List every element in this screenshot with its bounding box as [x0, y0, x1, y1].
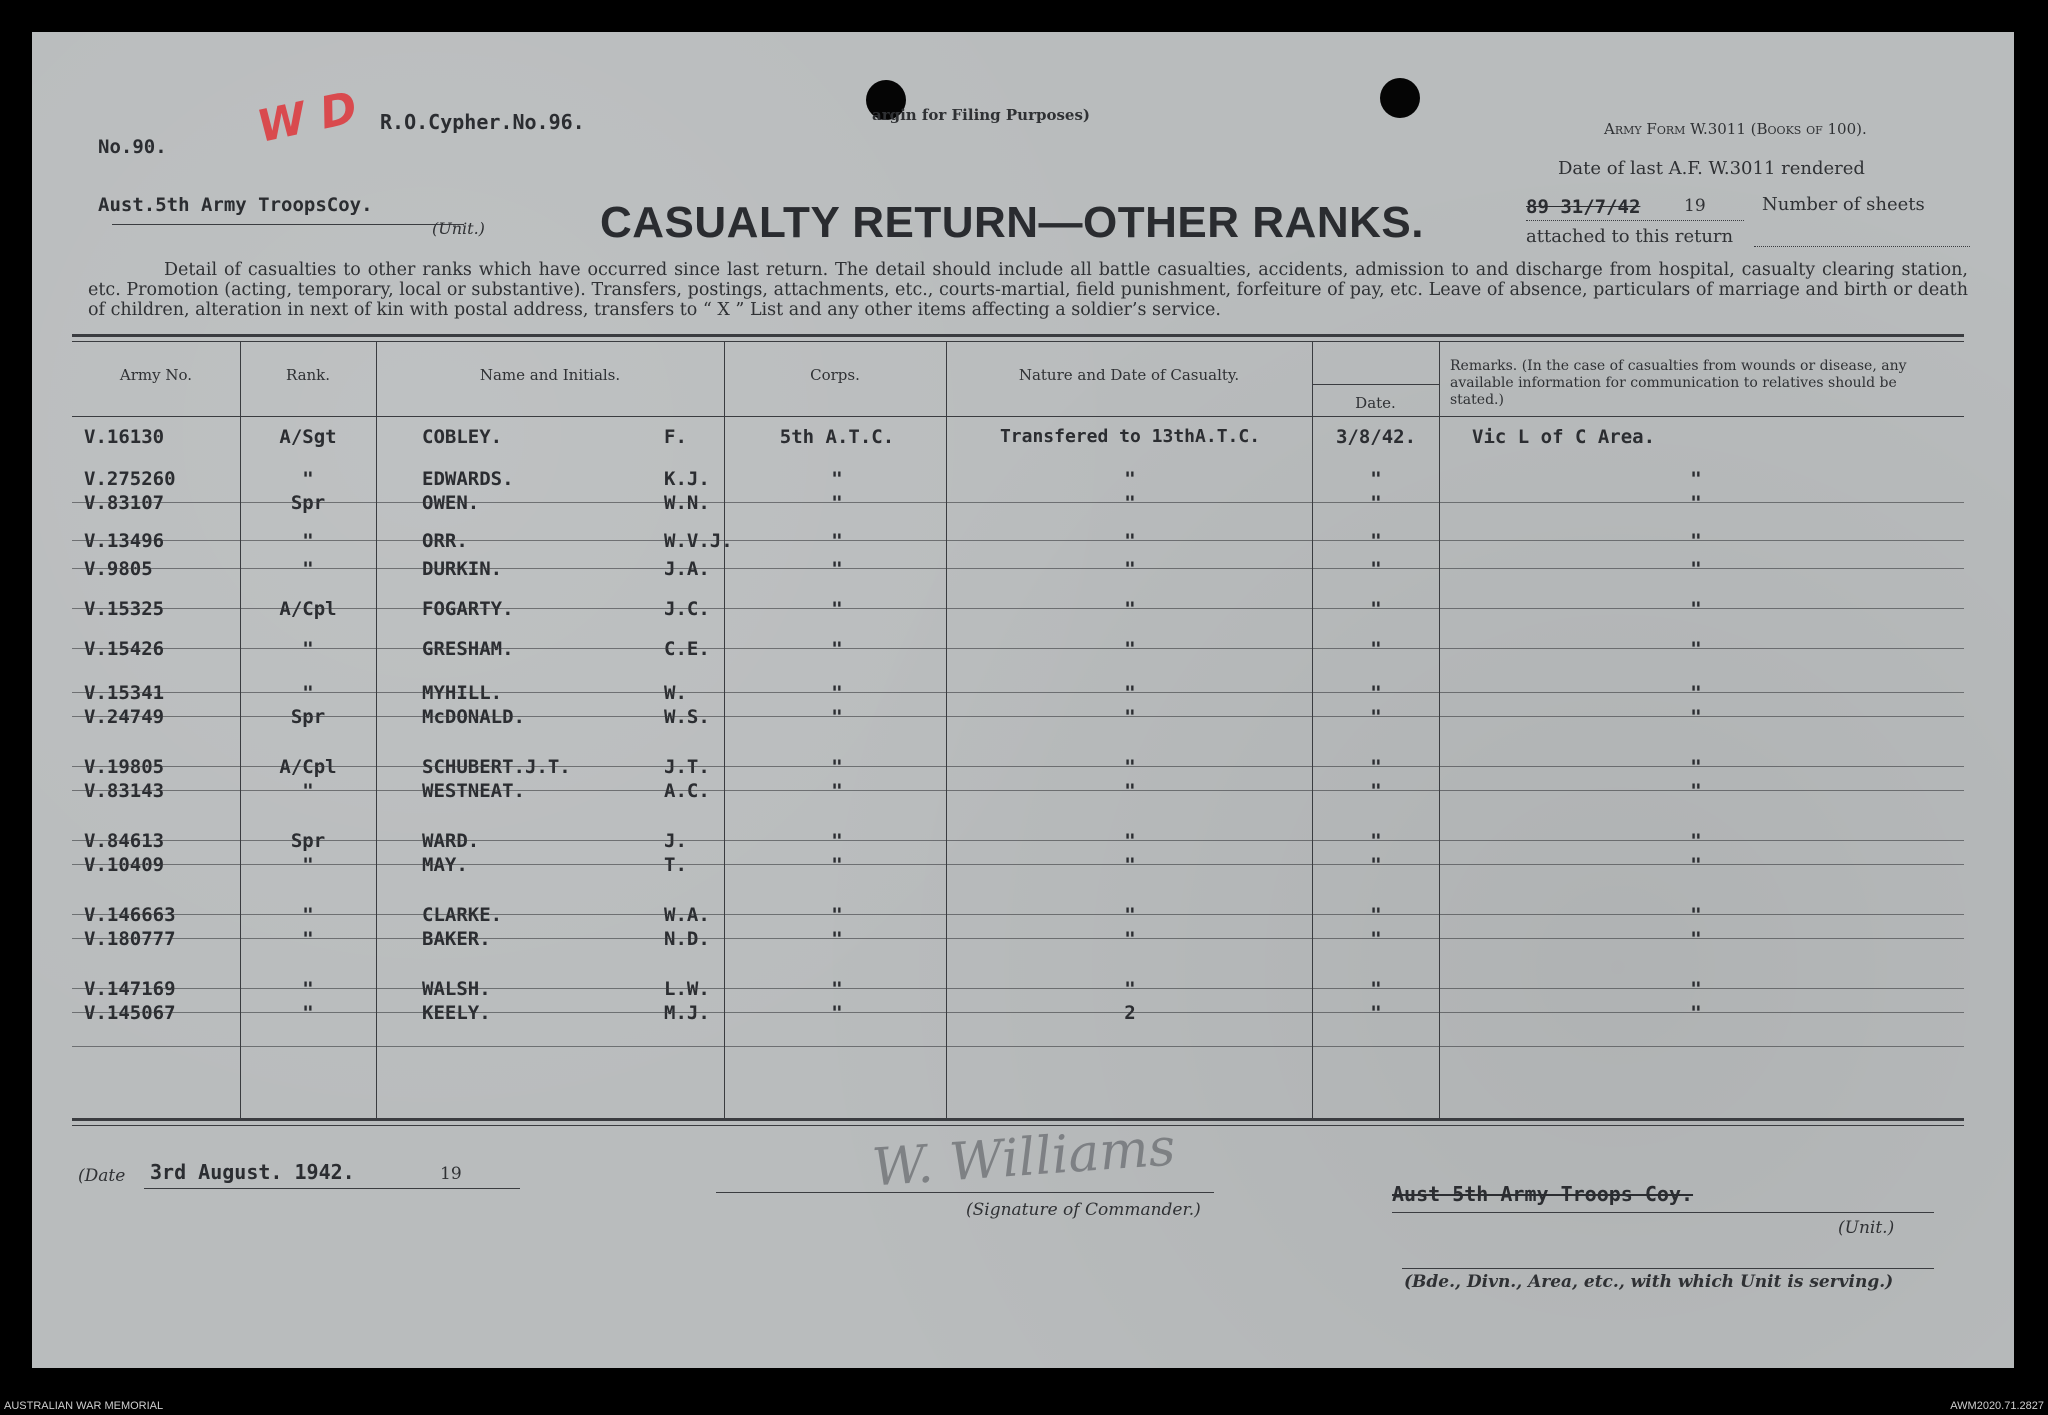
cell-date: " — [1370, 904, 1382, 926]
cell-date: " — [1370, 928, 1382, 950]
cell-corps: " — [831, 558, 843, 580]
cell-nature: " — [1124, 598, 1136, 620]
last-af-value: 89 31/7/42 — [1526, 196, 1641, 218]
cell-nature: " — [1124, 978, 1136, 1000]
cell-army-no: V.9805 — [84, 558, 153, 580]
cell-army-no: V.16130 — [84, 426, 165, 448]
cell-remarks: " — [1690, 598, 1702, 620]
cell-remarks: " — [1690, 904, 1702, 926]
cell-rank: " — [302, 854, 314, 876]
cell-corps: " — [831, 598, 843, 620]
cell-army-no: V.180777 — [84, 928, 176, 950]
cell-rank: " — [302, 682, 314, 704]
header-army-no: Army No. — [119, 366, 193, 384]
cell-name: BAKER. — [422, 928, 491, 950]
cell-army-no: V.15341 — [84, 682, 165, 704]
cell-date: " — [1370, 854, 1382, 876]
cell-name: SCHUBERT.J.T. — [422, 756, 571, 778]
cell-corps: " — [831, 706, 843, 728]
signature-label: (Signature of Commander.) — [966, 1200, 1201, 1220]
casualty-return-form — [32, 32, 2014, 1368]
cell-remarks: " — [1690, 638, 1702, 660]
cell-rank: " — [302, 638, 314, 660]
unit-label-bottom: (Unit.) — [1838, 1218, 1895, 1238]
cell-remarks: " — [1690, 1002, 1702, 1024]
cell-army-no: V.83143 — [84, 780, 165, 802]
detail-instructions: Detail of casualties to other ranks which have occurred since last return. The detail should include all battle casualties, accidents, admission to and discharge from hospital, casualty clearing station, etc. Promotion (acting, temporary, local or substantive). Transfers, postings, attachments, etc., courts-martial, field punishment, forfeiture of pay, etc. Leave of absence, particulars of marriage and birth or death of children, alteration in next of kin with postal address, transfers to “ X ” List and any other items affecting a soldier’s service. — [88, 260, 1968, 320]
cell-initials: W.V.J. — [664, 530, 733, 552]
cell-initials: K.J. — [664, 468, 710, 490]
cell-initials: W.S. — [664, 706, 710, 728]
form-number: No.90. — [98, 136, 167, 158]
date-year: 19 — [440, 1164, 462, 1184]
cell-corps: " — [831, 468, 843, 490]
cell-army-no: V.275260 — [84, 468, 176, 490]
cell-corps: " — [831, 854, 843, 876]
cell-name: KEELY. — [422, 1002, 491, 1024]
attached-label: attached to this return — [1526, 226, 1734, 247]
cell-rank: Spr — [290, 492, 326, 514]
cell-initials: F. — [664, 426, 687, 448]
army-form-label: Army Form W.3011 (Books of 100). — [1604, 120, 1867, 138]
cell-rank: " — [302, 468, 314, 490]
cell-initials: A.C. — [664, 780, 710, 802]
cell-army-no: V.24749 — [84, 706, 165, 728]
cell-nature: " — [1124, 780, 1136, 802]
header-name: Name and Initials. — [479, 366, 621, 384]
cell-initials: J.T. — [664, 756, 710, 778]
header-date: Date. — [1355, 394, 1396, 412]
last-af-label: Date of last A.F. W.3011 rendered — [1558, 158, 1865, 179]
cell-corps: " — [831, 638, 843, 660]
cell-date: " — [1370, 492, 1382, 514]
number-of-sheets-label: Number of sheets — [1762, 194, 1925, 215]
cell-name: WARD. — [422, 830, 480, 852]
date-label: (Date — [78, 1166, 126, 1186]
unit-label: (Unit.) — [432, 219, 485, 238]
cell-name: OWEN. — [422, 492, 480, 514]
cell-date: " — [1370, 682, 1382, 704]
cell-initials: W.A. — [664, 904, 710, 926]
cell-name: EDWARDS. — [422, 468, 514, 490]
cell-nature: " — [1124, 756, 1136, 778]
cell-initials: W. — [664, 682, 687, 704]
cell-name: FOGARTY. — [422, 598, 514, 620]
unit-name: Aust.5th Army TroopsCoy. — [98, 194, 373, 216]
cell-nature: " — [1124, 928, 1136, 950]
cell-corps: " — [831, 780, 843, 802]
cell-initials: T. — [664, 854, 687, 876]
cell-remarks: " — [1690, 558, 1702, 580]
cell-corps: " — [831, 978, 843, 1000]
red-annotation: W D — [252, 82, 362, 153]
cell-name: DURKIN. — [422, 558, 503, 580]
cell-army-no: V.13496 — [84, 530, 165, 552]
cell-nature: " — [1124, 468, 1136, 490]
cell-nature: " — [1124, 854, 1136, 876]
cell-remarks: " — [1690, 492, 1702, 514]
footer-left: AUSTRALIAN WAR MEMORIAL — [4, 1400, 164, 1412]
cell-remarks: " — [1690, 928, 1702, 950]
cell-initials: J.C. — [664, 598, 710, 620]
cell-rank: A/Sgt — [279, 426, 337, 448]
cell-corps: " — [831, 928, 843, 950]
cell-name: ORR. — [422, 530, 468, 552]
cell-army-no: V.83107 — [84, 492, 165, 514]
cell-army-no: V.147169 — [84, 978, 176, 1000]
cell-initials: N.D. — [664, 928, 710, 950]
cell-remarks: " — [1690, 780, 1702, 802]
cell-rank: Spr — [290, 830, 326, 852]
cell-initials: J. — [664, 830, 687, 852]
cell-rank: " — [302, 780, 314, 802]
cell-corps: " — [831, 682, 843, 704]
cell-name: GRESHAM. — [422, 638, 514, 660]
header-rank: Rank. — [285, 366, 331, 384]
cell-rank: " — [302, 978, 314, 1000]
header-nature: Nature and Date of Casualty. — [1018, 366, 1240, 384]
cell-rank: " — [302, 904, 314, 926]
cell-date: " — [1370, 756, 1382, 778]
cell-rank: " — [302, 1002, 314, 1024]
footer-right: AWM2020.71.2827 — [1950, 1400, 2044, 1412]
bde-label: (Bde., Divn., Area, etc., with which Unit is serving.) — [1404, 1272, 1894, 1292]
cell-nature: " — [1124, 682, 1136, 704]
cell-army-no: V.84613 — [84, 830, 165, 852]
cell-army-no: V.146663 — [84, 904, 176, 926]
cell-remarks: " — [1690, 854, 1702, 876]
cell-name: WESTNEAT. — [422, 780, 525, 802]
cell-nature: " — [1124, 558, 1136, 580]
cell-name: COBLEY. — [422, 426, 503, 448]
cell-initials: L.W. — [664, 978, 710, 1000]
cell-army-no: V.15426 — [84, 638, 165, 660]
cell-army-no: V.19805 — [84, 756, 165, 778]
cell-date: " — [1370, 468, 1382, 490]
cell-remarks: " — [1690, 468, 1702, 490]
cell-remarks: " — [1690, 756, 1702, 778]
cell-nature: " — [1124, 492, 1136, 514]
cell-date: " — [1370, 830, 1382, 852]
header-corps: Corps. — [810, 366, 860, 384]
cell-initials: W.N. — [664, 492, 710, 514]
cell-date: " — [1370, 1002, 1382, 1024]
cell-date: " — [1370, 706, 1382, 728]
cell-corps: " — [831, 492, 843, 514]
cell-army-no: V.15325 — [84, 598, 165, 620]
cell-army-no: V.145067 — [84, 1002, 176, 1024]
cell-name: MAY. — [422, 854, 468, 876]
cell-initials: J.A. — [664, 558, 710, 580]
cell-rank: " — [302, 928, 314, 950]
cell-name: McDONALD. — [422, 706, 525, 728]
commander-signature: W. Williams — [870, 1117, 1178, 1199]
cell-nature: 2 — [1124, 1002, 1136, 1024]
cell-nature: " — [1124, 706, 1136, 728]
punch-hole-right — [1380, 78, 1420, 118]
cell-name: CLARKE. — [422, 904, 503, 926]
cell-name: WALSH. — [422, 978, 491, 1000]
cell-rank: Spr — [290, 706, 326, 728]
cell-army-no: V.10409 — [84, 854, 165, 876]
cell-rank: A/Cpl — [279, 598, 337, 620]
cell-date: " — [1370, 780, 1382, 802]
cell-rank: " — [302, 558, 314, 580]
form-title: CASUALTY RETURN—OTHER RANKS. — [600, 198, 1424, 247]
cell-remarks: " — [1690, 978, 1702, 1000]
cell-corps: " — [831, 830, 843, 852]
cell-date: 3/8/42. — [1335, 426, 1417, 448]
header-remarks: Remarks. (In the case of casualties from wounds or disease, any available information for communication to relatives should be stated.) — [1450, 358, 1907, 408]
cell-remarks: Vic L of C Area. — [1472, 426, 1656, 448]
cell-date: " — [1370, 598, 1382, 620]
cell-corps: " — [831, 904, 843, 926]
cell-date: " — [1370, 638, 1382, 660]
cell-nature: " — [1124, 638, 1136, 660]
cell-initials: M.J. — [664, 1002, 710, 1024]
cell-remarks: " — [1690, 682, 1702, 704]
cell-nature: " — [1124, 904, 1136, 926]
cell-nature: " — [1124, 830, 1136, 852]
unit-value-bottom: Aust 5th Army Troops Coy. — [1392, 1182, 1694, 1206]
cell-name: MYHILL. — [422, 682, 503, 704]
cell-initials: C.E. — [664, 638, 710, 660]
cell-corps: " — [831, 756, 843, 778]
cell-date: " — [1370, 558, 1382, 580]
date-value: 3rd August. 1942. — [150, 1160, 355, 1184]
filing-margin-note: argin for Filing Purposes) — [872, 106, 1090, 124]
last-af-year: 19 — [1684, 196, 1706, 216]
cell-remarks: " — [1690, 530, 1702, 552]
cell-remarks: " — [1690, 706, 1702, 728]
cypher-number: R.O.Cypher.No.96. — [380, 110, 585, 134]
cell-nature: Transfered to 13thA.T.C. — [999, 426, 1261, 447]
cell-nature: " — [1124, 530, 1136, 552]
cell-date: " — [1370, 978, 1382, 1000]
cell-corps: 5th A.T.C. — [779, 426, 895, 448]
cell-remarks: " — [1690, 830, 1702, 852]
cell-date: " — [1370, 530, 1382, 552]
cell-rank: A/Cpl — [279, 756, 337, 778]
cell-corps: " — [831, 1002, 843, 1024]
cell-rank: " — [302, 530, 314, 552]
cell-corps: " — [831, 530, 843, 552]
